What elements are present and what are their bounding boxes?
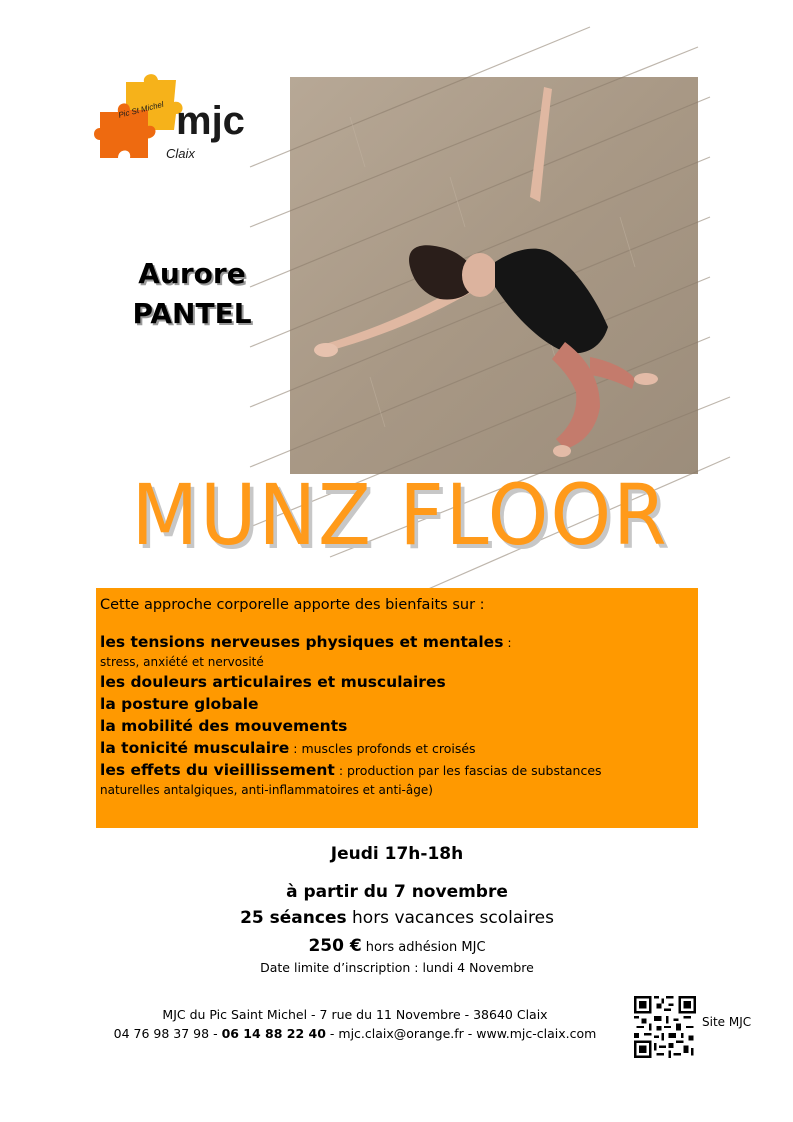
presenter-name [92,254,292,334]
sessions-note: hors vacances scolaires [346,908,554,928]
benefit-item [100,715,692,737]
benefit-item [100,737,692,759]
footer-phone2: 06 14 88 22 40 [221,1026,326,1041]
price-value: 250 € [308,936,362,956]
footer-address-line [90,1005,620,1024]
benefit-item [100,671,692,693]
benefit-item [100,631,692,653]
benefit-detail: : muscles profonds et croisés [289,741,476,756]
benefit-heading: les douleurs articulaires et musculaires [100,673,446,691]
benefit-subdetail: stress, anxiété et nervosité [100,655,264,669]
benefit-heading: la tonicité musculaire [100,739,290,757]
logo-town-text: Claix [166,146,195,161]
benefit-heading: les tensions nerveuses physiques et mentales [100,633,504,651]
schedule-price [96,933,698,961]
price-note: hors adhésion MJC [361,940,486,955]
presenter-first-name: Aurore [138,257,246,290]
benefit-subdetail: naturelles antalgiques, anti-inflammatoires et anti-âge) [100,783,433,797]
qr-code-icon[interactable] [634,996,696,1058]
footer-address: - 7 rue du 11 Novembre - 38640 Claix [307,1007,548,1022]
schedule-start: à partir du 7 novembre [286,882,508,902]
course-title: MUNZ FLOOR [131,466,669,564]
footer-contact-rest: - mjc.claix@orange.fr - www.mjc-claix.com [325,1026,597,1041]
benefits-box [96,588,698,828]
logo-mjc-text: mjc [176,99,245,143]
qr-code-label: Site MJC [702,1015,752,1029]
benefit-heading: la mobilité des mouvements [100,717,348,735]
benefits-intro: Cette approche corporelle apporte des bienfaits sur : [100,597,485,613]
schedule-sessions [96,905,698,931]
sessions-count: 25 séances [240,908,347,928]
logo-top-text: Pic St Michel [117,99,165,120]
benefit-detail: : production par les fascias de substances [334,763,602,778]
benefit-item [100,693,692,715]
benefit-detail: : [503,635,512,650]
benefit-heading: la posture globale [100,695,259,713]
schedule-day: Jeudi 17h-18h [330,844,464,864]
footer-separator: - [209,1026,222,1041]
footer-org: MJC du Pic Saint Michel [162,1007,308,1022]
mjc-logo [96,72,245,168]
dancer-photo [290,77,698,474]
footer-phone1: 04 76 98 37 98 [113,1026,210,1041]
registration-deadline: Date limite d’inscription : lundi 4 Novembre [260,960,534,975]
footer-contact-line [90,1024,620,1043]
presenter-last-name: PANTEL [132,297,252,330]
benefit-item [100,759,692,781]
benefit-heading: les effets du vieillissement [100,761,335,779]
